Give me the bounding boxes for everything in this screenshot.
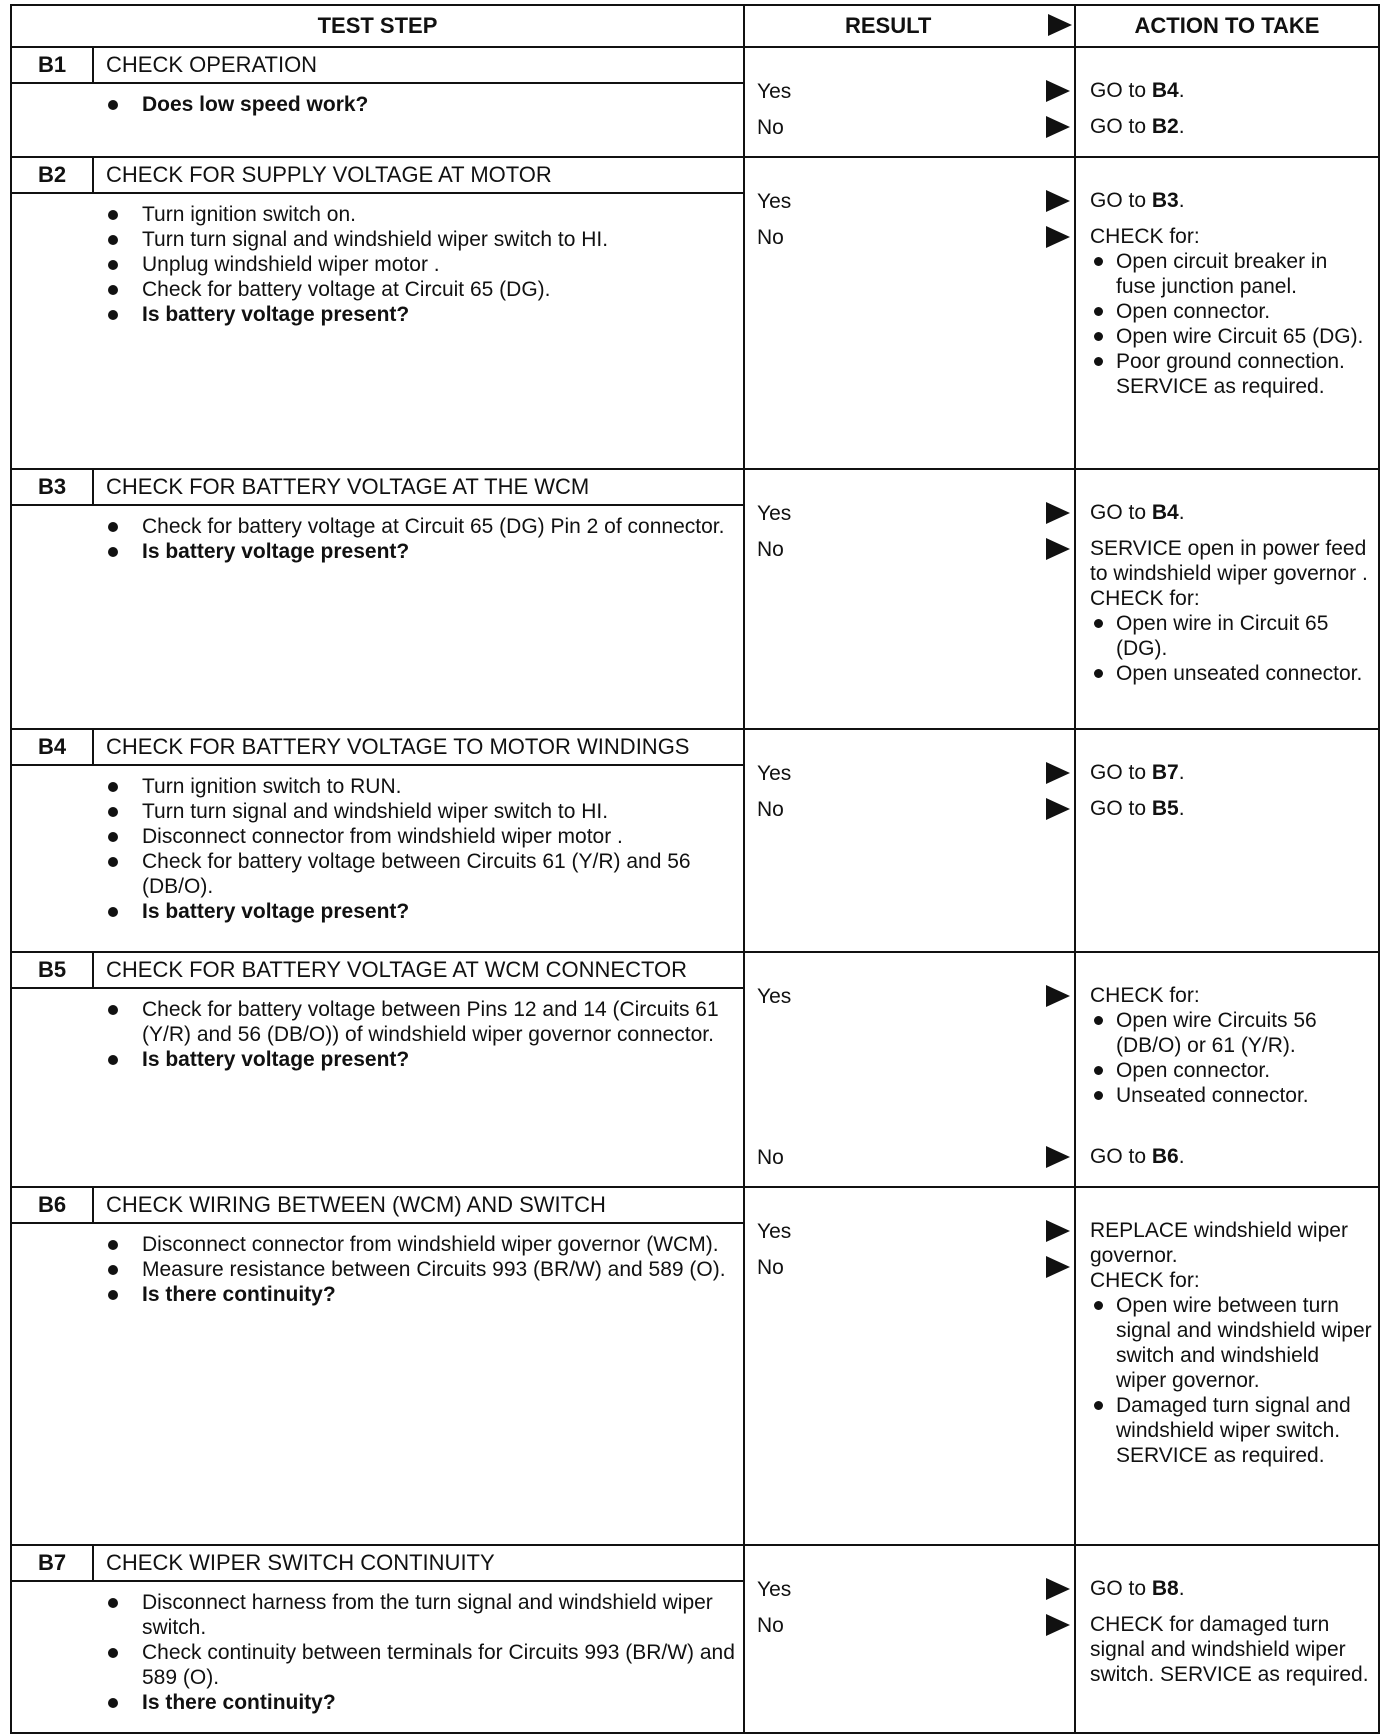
action-text: SERVICE open in power feed to windshield wiper governor . CHECK for: bbox=[1090, 537, 1368, 610]
action-suffix: . bbox=[1178, 189, 1185, 212]
action-no bbox=[1090, 114, 1372, 150]
test-step-cell bbox=[12, 158, 745, 468]
step-instructions bbox=[12, 989, 743, 1072]
action-bullet: Open unseated connector. bbox=[1090, 661, 1372, 686]
action-no bbox=[1090, 1268, 1372, 1468]
action-yes bbox=[1090, 500, 1372, 536]
step-instruction: Turn turn signal and windshield wiper switch to HI. bbox=[104, 227, 743, 252]
action-text: GO to bbox=[1090, 79, 1152, 102]
action-suffix: . bbox=[1178, 79, 1185, 102]
step-instruction: Disconnect harness from the turn signal and windshield wiper switch. bbox=[104, 1590, 743, 1640]
test-step-cell bbox=[12, 730, 745, 951]
test-step-cell bbox=[12, 1188, 745, 1544]
result-label: Yes bbox=[757, 80, 792, 103]
arrow-right-icon bbox=[1046, 798, 1070, 820]
action-cell bbox=[1076, 1546, 1378, 1732]
result-label: Yes bbox=[757, 190, 792, 213]
step-title: CHECK OPERATION bbox=[106, 52, 318, 77]
action-text: GO to bbox=[1090, 761, 1152, 784]
header-test-step: TEST STEP bbox=[12, 6, 745, 46]
step-row-b3 bbox=[12, 470, 1378, 730]
step-row-b5 bbox=[12, 953, 1378, 1188]
result-label: No bbox=[757, 116, 784, 139]
action-text: GO to bbox=[1090, 501, 1152, 524]
action-cell bbox=[1076, 953, 1378, 1186]
action-yes bbox=[1090, 760, 1372, 796]
result-label: Yes bbox=[757, 502, 792, 525]
action-no bbox=[1090, 1144, 1372, 1186]
step-question: Is battery voltage present? bbox=[104, 899, 743, 924]
result-label: Yes bbox=[757, 762, 792, 785]
action-yes bbox=[1090, 1218, 1372, 1268]
result-cell bbox=[745, 730, 1076, 951]
result-label: No bbox=[757, 798, 784, 821]
arrow-right-icon bbox=[1046, 538, 1070, 560]
action-text: CHECK for: bbox=[1090, 225, 1200, 248]
action-cell bbox=[1076, 48, 1378, 156]
result-cell bbox=[745, 953, 1076, 1186]
result-yes bbox=[745, 760, 1074, 796]
action-no bbox=[1090, 536, 1372, 686]
action-suffix: . bbox=[1178, 115, 1185, 138]
result-no bbox=[745, 224, 1074, 260]
step-row-b1 bbox=[12, 48, 1378, 158]
action-yes bbox=[1090, 78, 1372, 114]
action-bullet: Open circuit breaker in fuse junction panel. bbox=[1090, 249, 1372, 299]
result-no bbox=[745, 1612, 1074, 1648]
step-header bbox=[12, 48, 743, 84]
result-label: No bbox=[757, 226, 784, 249]
action-suffix: . bbox=[1178, 797, 1185, 820]
result-label: Yes bbox=[757, 1220, 792, 1243]
step-reference: B7 bbox=[1151, 761, 1179, 784]
header-result bbox=[745, 6, 1076, 46]
action-bullet: Unseated connector. bbox=[1090, 1083, 1372, 1108]
step-id: B2 bbox=[12, 158, 94, 192]
step-reference: B2 bbox=[1151, 115, 1179, 138]
result-label: No bbox=[757, 1146, 784, 1169]
action-bullet: Open wire in Circuit 65 (DG). bbox=[1090, 611, 1372, 661]
step-title: CHECK WIPER SWITCH CONTINUITY bbox=[106, 1550, 495, 1575]
result-no bbox=[745, 796, 1074, 832]
step-header bbox=[12, 470, 743, 506]
arrow-right-icon bbox=[1046, 116, 1070, 138]
arrow-right-icon bbox=[1048, 14, 1072, 36]
step-row-b7 bbox=[12, 1546, 1378, 1732]
arrow-right-icon bbox=[1046, 502, 1070, 524]
result-no bbox=[745, 114, 1074, 150]
step-title: CHECK FOR BATTERY VOLTAGE AT THE WCM bbox=[106, 474, 590, 499]
action-bullet: Open connector. bbox=[1090, 299, 1372, 324]
test-step-cell bbox=[12, 953, 745, 1186]
result-yes bbox=[745, 188, 1074, 224]
result-yes bbox=[745, 983, 1074, 1019]
step-instruction: Turn ignition switch on. bbox=[104, 202, 743, 227]
step-question: Is there continuity? bbox=[104, 1282, 743, 1307]
step-id: B4 bbox=[12, 730, 94, 764]
result-yes bbox=[745, 78, 1074, 114]
step-row-b2 bbox=[12, 158, 1378, 470]
result-no bbox=[745, 536, 1074, 572]
step-header bbox=[12, 730, 743, 766]
result-yes bbox=[745, 1218, 1074, 1254]
step-question: Is there continuity? bbox=[104, 1690, 743, 1715]
arrow-right-icon bbox=[1046, 1578, 1070, 1600]
action-bullet: Damaged turn signal and windshield wiper switch. SERVICE as required. bbox=[1090, 1393, 1372, 1468]
action-suffix: . bbox=[1178, 761, 1185, 784]
step-question: Is battery voltage present? bbox=[104, 1047, 743, 1072]
action-bullet: Open connector. bbox=[1090, 1058, 1372, 1083]
step-instructions bbox=[12, 766, 743, 924]
step-instruction: Disconnect connector from windshield wiper motor . bbox=[104, 824, 743, 849]
step-instruction: Turn turn signal and windshield wiper switch to HI. bbox=[104, 799, 743, 824]
result-label: No bbox=[757, 1256, 784, 1279]
result-cell bbox=[745, 48, 1076, 156]
step-reference: B4 bbox=[1151, 501, 1179, 524]
step-instructions bbox=[12, 506, 743, 564]
arrow-right-icon bbox=[1046, 985, 1070, 1007]
step-title: CHECK WIRING BETWEEN (WCM) AND SWITCH bbox=[106, 1192, 606, 1217]
step-reference: B8 bbox=[1151, 1577, 1179, 1600]
step-instruction: Check for battery voltage at Circuit 65 (DG) Pin 2 of connector. bbox=[104, 514, 743, 539]
step-reference: B4 bbox=[1151, 79, 1179, 102]
action-cell bbox=[1076, 470, 1378, 728]
step-instruction: Turn ignition switch to RUN. bbox=[104, 774, 743, 799]
step-instruction: Unplug windshield wiper motor . bbox=[104, 252, 743, 277]
result-yes bbox=[745, 1576, 1074, 1612]
step-header bbox=[12, 953, 743, 989]
action-text: GO to bbox=[1090, 1577, 1152, 1600]
step-instructions bbox=[12, 194, 743, 327]
arrow-right-icon bbox=[1046, 80, 1070, 102]
step-title: CHECK FOR SUPPLY VOLTAGE AT MOTOR bbox=[106, 162, 552, 187]
action-bullet: Open wire Circuits 56 (DB/O) or 61 (Y/R). bbox=[1090, 1008, 1372, 1058]
step-id: B3 bbox=[12, 470, 94, 504]
result-yes bbox=[745, 500, 1074, 536]
step-header bbox=[12, 158, 743, 194]
step-instruction: Disconnect connector from windshield wiper governor (WCM). bbox=[104, 1232, 743, 1257]
arrow-right-icon bbox=[1046, 226, 1070, 248]
action-text: GO to bbox=[1090, 1145, 1152, 1168]
step-row-b6 bbox=[12, 1188, 1378, 1546]
action-bullet: Poor ground connection. SERVICE as required. bbox=[1090, 349, 1372, 399]
step-instructions bbox=[12, 84, 743, 117]
diagnostic-table bbox=[10, 4, 1380, 1734]
action-no bbox=[1090, 224, 1372, 399]
table-header bbox=[12, 6, 1378, 48]
action-text: REPLACE windshield wiper governor. bbox=[1090, 1219, 1348, 1267]
step-instruction: Check for battery voltage between Pins 12 and 14 (Circuits 61 (Y/R) and 56 (DB/O)) of windshield wiper governor connector. bbox=[104, 997, 743, 1047]
step-question: Is battery voltage present? bbox=[104, 539, 743, 564]
result-no bbox=[745, 1144, 1074, 1186]
arrow-right-icon bbox=[1046, 190, 1070, 212]
result-no bbox=[745, 1254, 1074, 1290]
step-instruction: Measure resistance between Circuits 993 (BR/W) and 589 (O). bbox=[104, 1257, 743, 1282]
step-id: B5 bbox=[12, 953, 94, 987]
action-yes bbox=[1090, 1576, 1372, 1612]
action-suffix: . bbox=[1178, 501, 1185, 524]
step-header bbox=[12, 1188, 743, 1224]
step-instructions bbox=[12, 1582, 743, 1715]
action-no bbox=[1090, 796, 1372, 832]
arrow-right-icon bbox=[1046, 1614, 1070, 1636]
step-instruction: Check for battery voltage at Circuit 65 (DG). bbox=[104, 277, 743, 302]
test-step-cell bbox=[12, 48, 745, 156]
arrow-right-icon bbox=[1046, 1256, 1070, 1278]
action-yes bbox=[1090, 983, 1372, 1108]
result-label: No bbox=[757, 538, 784, 561]
action-text: CHECK for damaged turn signal and windshield wiper switch. SERVICE as required. bbox=[1090, 1613, 1369, 1686]
step-id: B1 bbox=[12, 48, 94, 82]
test-step-cell bbox=[12, 1546, 745, 1732]
action-suffix: . bbox=[1178, 1145, 1185, 1168]
step-header bbox=[12, 1546, 743, 1582]
action-text: GO to bbox=[1090, 189, 1152, 212]
action-suffix: . bbox=[1178, 1577, 1185, 1600]
action-text: CHECK for: bbox=[1090, 1269, 1200, 1292]
step-reference: B5 bbox=[1151, 797, 1179, 820]
action-bullet: Open wire between turn signal and windshield wiper switch and windshield wiper governor. bbox=[1090, 1293, 1372, 1393]
step-reference: B3 bbox=[1151, 189, 1179, 212]
step-title: CHECK FOR BATTERY VOLTAGE TO MOTOR WINDINGS bbox=[106, 734, 690, 759]
result-cell bbox=[745, 1546, 1076, 1732]
header-action: ACTION TO TAKE bbox=[1134, 13, 1320, 38]
action-text: GO to bbox=[1090, 115, 1152, 138]
action-cell bbox=[1076, 158, 1378, 468]
result-cell bbox=[745, 158, 1076, 468]
result-label: No bbox=[757, 1614, 784, 1637]
action-text: GO to bbox=[1090, 797, 1152, 820]
result-label: Yes bbox=[757, 985, 792, 1008]
action-no bbox=[1090, 1612, 1372, 1687]
arrow-right-icon bbox=[1046, 1146, 1070, 1168]
arrow-right-icon bbox=[1046, 1220, 1070, 1242]
action-cell bbox=[1076, 1188, 1378, 1544]
result-cell bbox=[745, 470, 1076, 728]
step-id: B7 bbox=[12, 1546, 94, 1580]
test-step-cell bbox=[12, 470, 745, 728]
action-yes bbox=[1090, 188, 1372, 224]
action-cell bbox=[1076, 730, 1378, 951]
step-instructions bbox=[12, 1224, 743, 1307]
header-result-label: RESULT bbox=[845, 13, 932, 38]
step-title: CHECK FOR BATTERY VOLTAGE AT WCM CONNECTOR bbox=[106, 957, 688, 982]
action-bullet: Open wire Circuit 65 (DG). bbox=[1090, 324, 1372, 349]
result-label: Yes bbox=[757, 1578, 792, 1601]
step-instruction: Check for battery voltage between Circuits 61 (Y/R) and 56 (DB/O). bbox=[104, 849, 743, 899]
step-id: B6 bbox=[12, 1188, 94, 1222]
step-question: Is battery voltage present? bbox=[104, 302, 743, 327]
step-reference: B6 bbox=[1151, 1145, 1179, 1168]
result-cell bbox=[745, 1188, 1076, 1544]
action-text: CHECK for: bbox=[1090, 984, 1200, 1007]
arrow-right-icon bbox=[1046, 762, 1070, 784]
step-instruction: Check continuity between terminals for Circuits 993 (BR/W) and 589 (O). bbox=[104, 1640, 743, 1690]
step-question: Does low speed work? bbox=[104, 92, 743, 117]
step-row-b4 bbox=[12, 730, 1378, 953]
